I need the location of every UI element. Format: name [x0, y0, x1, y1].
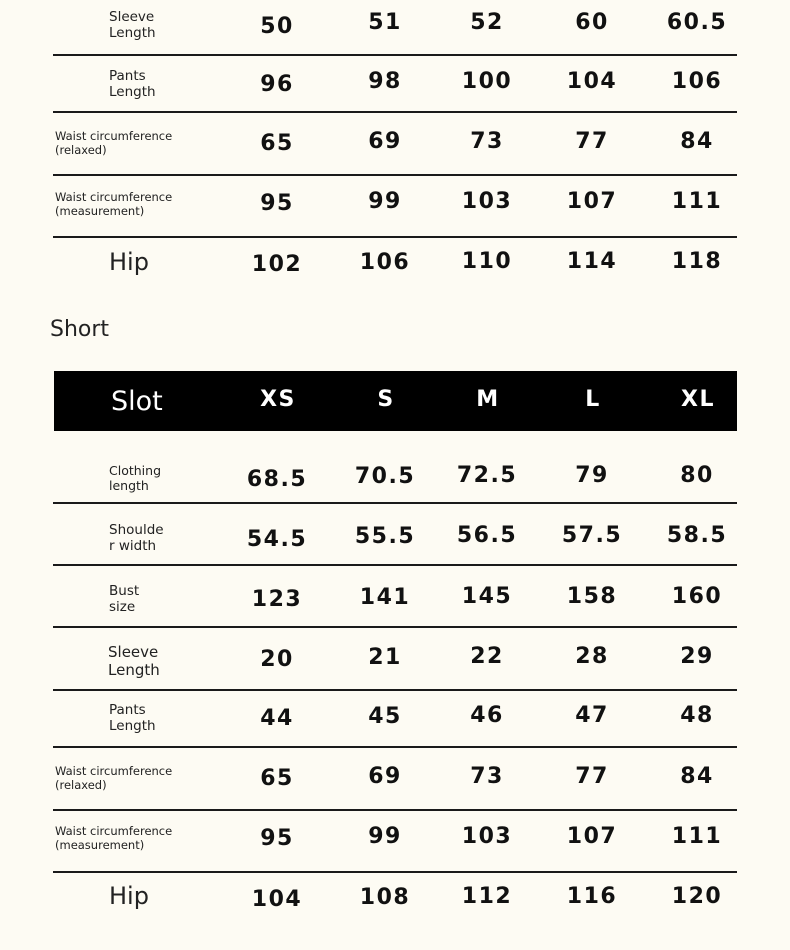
size-value: 99 [368, 824, 402, 849]
size-value: 118 [671, 249, 723, 274]
size-value: 114 [566, 249, 618, 274]
size-value: 123 [251, 587, 303, 612]
size-value: 160 [671, 584, 723, 609]
row-divider [53, 626, 737, 628]
size-value: 60 [575, 10, 609, 35]
size-value: 52 [470, 10, 504, 35]
size-value: 80 [680, 463, 714, 488]
row-label: Waist circumference (relaxed) [55, 764, 173, 792]
size-value: 77 [575, 764, 609, 789]
size-value: 60.5 [666, 10, 728, 35]
size-value: 84 [680, 129, 714, 154]
size-value: 44 [260, 706, 294, 731]
size-value: 99 [368, 189, 402, 214]
row-divider [53, 174, 737, 176]
size-value: 111 [671, 189, 723, 214]
size-value: 120 [671, 884, 723, 909]
size-value: 111 [671, 824, 723, 849]
row-label: Pants Length [109, 68, 156, 101]
row-label: Waist circumference (relaxed) [55, 129, 173, 157]
size-value: 22 [470, 644, 504, 669]
row-label: Pants Length [109, 702, 156, 735]
size-value: 106 [359, 250, 411, 275]
size-value: 110 [461, 249, 513, 274]
size-value: 51 [368, 10, 402, 35]
size-value: 69 [368, 129, 402, 154]
size-value: 70.5 [354, 464, 416, 489]
size-value: 54.5 [246, 527, 308, 552]
table-header [54, 371, 737, 431]
row-divider [53, 111, 737, 113]
size-value: 46 [470, 703, 504, 728]
size-value: 21 [368, 645, 402, 670]
size-value: 106 [671, 69, 723, 94]
size-value: 65 [260, 766, 294, 791]
size-value: 104 [566, 69, 618, 94]
size-value: 98 [368, 69, 402, 94]
size-value: 73 [470, 129, 504, 154]
size-header-xs: XS [260, 387, 296, 412]
size-header-s: S [377, 387, 395, 412]
size-value: 20 [260, 647, 294, 672]
section-title: Short [50, 317, 110, 342]
row-divider [53, 871, 737, 873]
header-label: Slot [111, 386, 163, 417]
row-label: Sleeve Length [108, 643, 160, 679]
row-divider [53, 236, 737, 238]
size-value: 116 [566, 884, 618, 909]
size-value: 108 [359, 885, 411, 910]
size-value: 58.5 [666, 523, 728, 548]
size-value: 107 [566, 824, 618, 849]
size-value: 73 [470, 764, 504, 789]
size-value: 95 [260, 826, 294, 851]
size-header-xl: XL [681, 387, 715, 412]
size-header-m: M [476, 387, 500, 412]
size-header-l: L [585, 387, 601, 412]
size-value: 112 [461, 884, 513, 909]
size-value: 69 [368, 764, 402, 789]
size-value: 56.5 [456, 523, 518, 548]
size-value: 28 [575, 644, 609, 669]
size-value: 107 [566, 189, 618, 214]
row-label: Waist circumference (measurement) [55, 190, 173, 218]
size-value: 47 [575, 703, 609, 728]
row-divider [53, 502, 737, 504]
size-value: 141 [359, 585, 411, 610]
size-value: 65 [260, 131, 294, 156]
row-label: Hip [109, 248, 149, 276]
size-value: 79 [575, 463, 609, 488]
size-value: 72.5 [456, 463, 518, 488]
size-value: 50 [260, 14, 294, 39]
size-value: 102 [251, 252, 303, 277]
size-value: 55.5 [354, 524, 416, 549]
row-divider [53, 746, 737, 748]
size-value: 100 [461, 69, 513, 94]
row-divider [53, 564, 737, 566]
row-label: Clothing length [109, 463, 162, 493]
size-value: 103 [461, 189, 513, 214]
size-value: 96 [260, 72, 294, 97]
size-value: 68.5 [246, 467, 308, 492]
size-value: 84 [680, 764, 714, 789]
row-divider [53, 689, 737, 691]
size-value: 95 [260, 191, 294, 216]
size-value: 158 [566, 584, 618, 609]
row-divider [53, 809, 737, 811]
row-divider [53, 54, 737, 56]
row-label: Sleeve Length [109, 9, 156, 42]
size-value: 45 [368, 704, 402, 729]
row-label: Waist circumference (measurement) [55, 824, 173, 852]
size-value: 145 [461, 584, 513, 609]
size-value: 57.5 [561, 523, 623, 548]
row-label: Hip [109, 882, 149, 910]
row-label: Bust size [109, 583, 140, 616]
size-value: 29 [680, 644, 714, 669]
row-label: Shoulde r width [109, 522, 164, 555]
size-value: 48 [680, 703, 714, 728]
size-value: 77 [575, 129, 609, 154]
size-value: 104 [251, 887, 303, 912]
size-value: 103 [461, 824, 513, 849]
